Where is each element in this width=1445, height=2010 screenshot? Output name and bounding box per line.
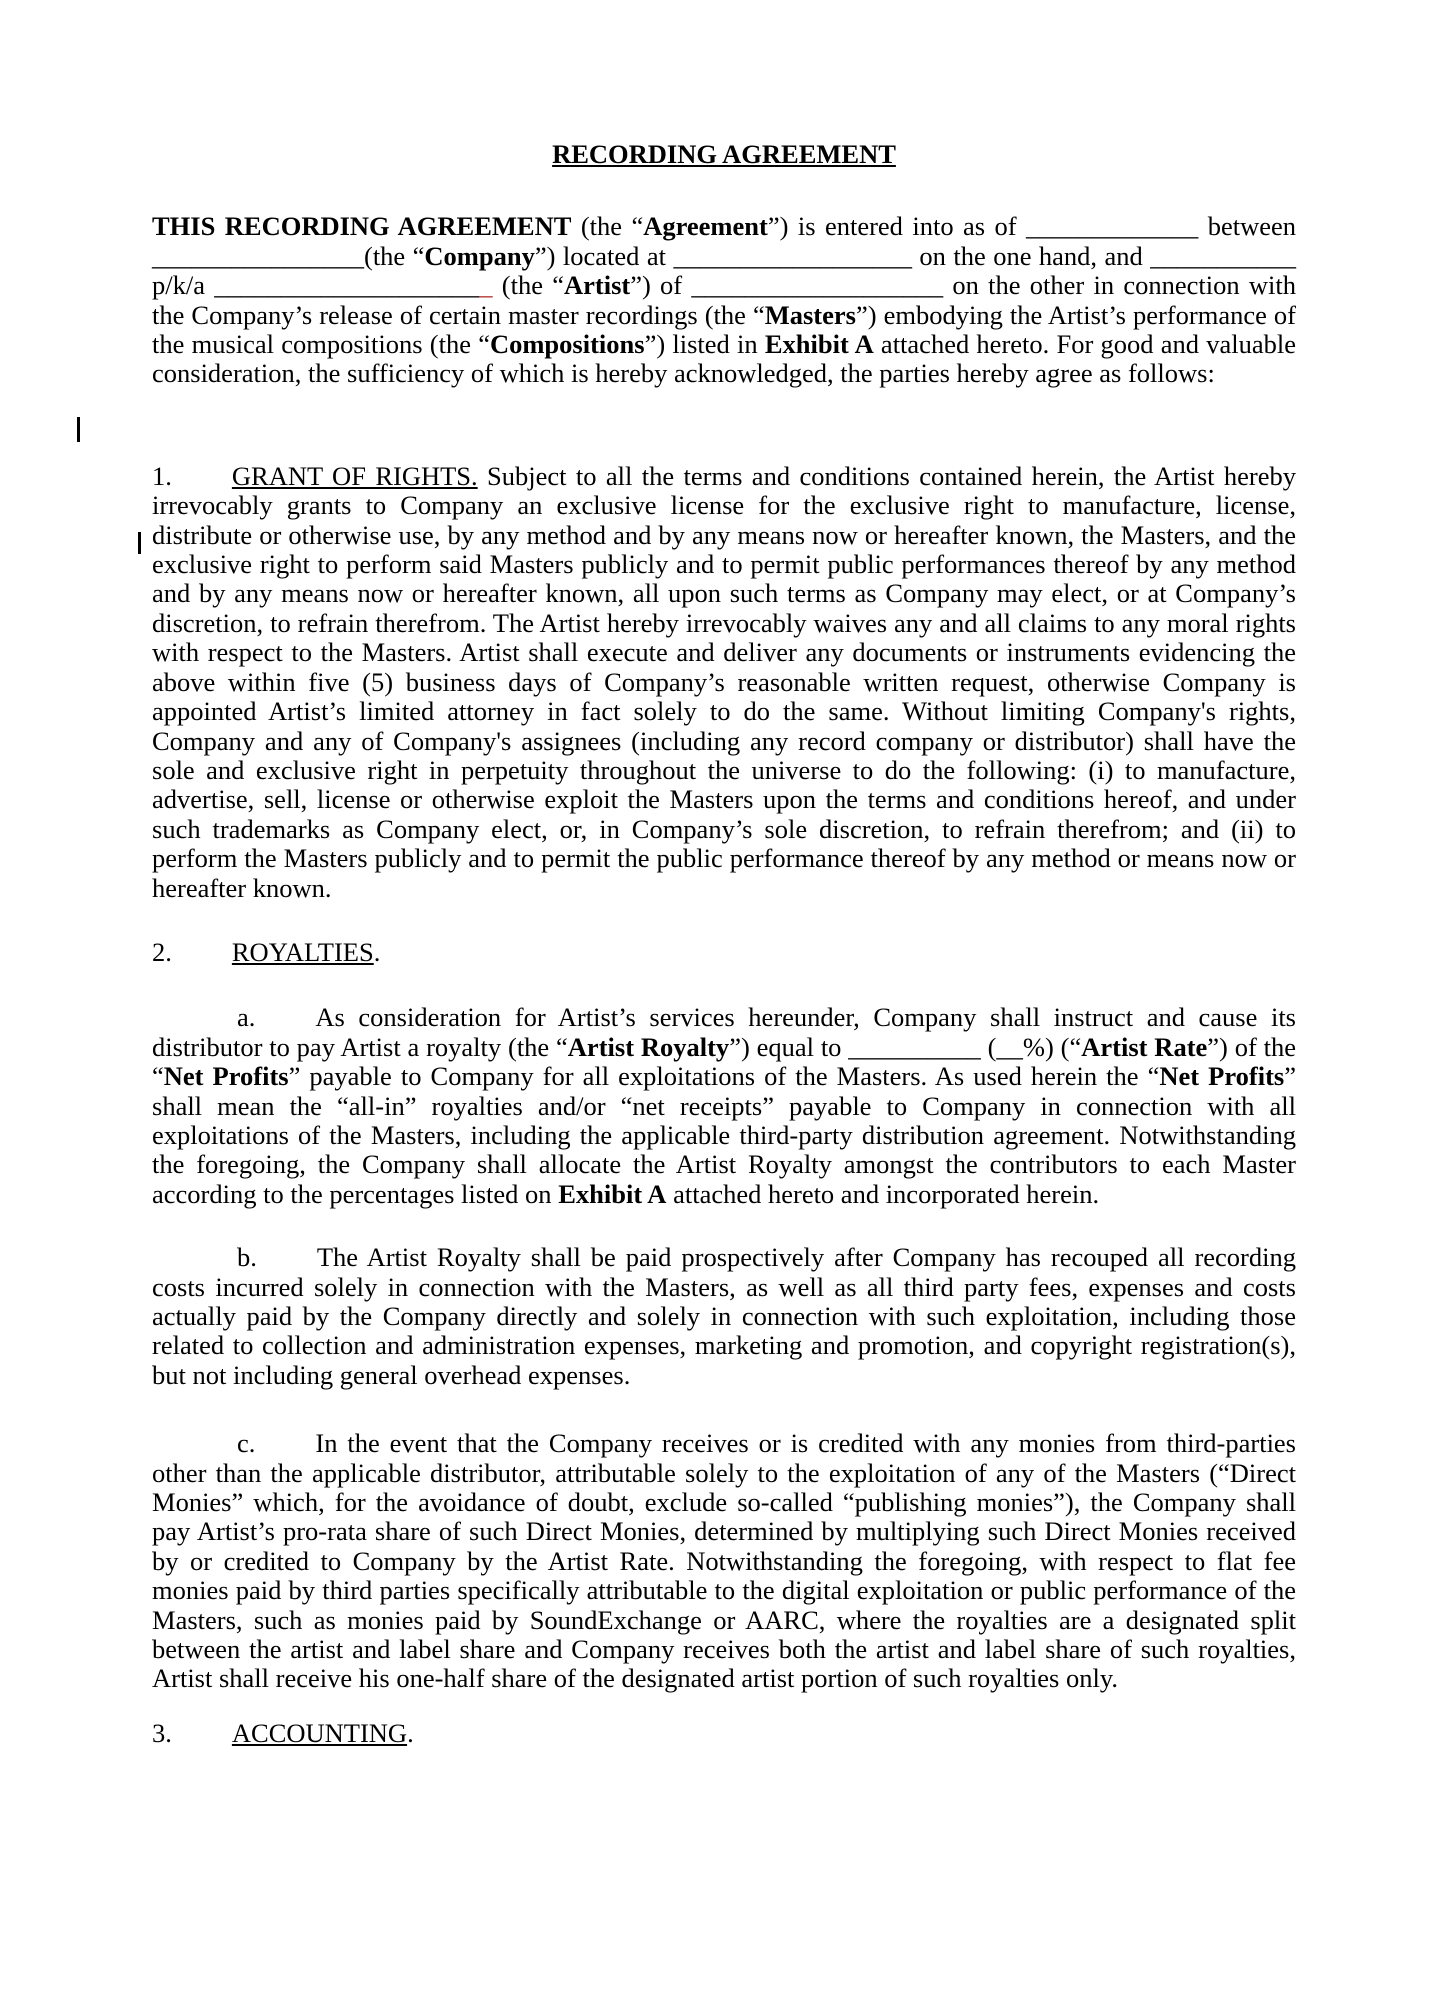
section-2a-paragraph: a. As consideration for Artist’s services hereunder, Company shall instruct and cause its distributor to pay Artist a royalty (the “Artist Royalty”) equal to __________ (__%) (“Artist Rate”) of the “Net Profits” payable to Company for all exploitations of the Masters. As used herein the “Net Profits” shall mean the “all-in” royalties and/or “net receipts” payable to Company in connection with all exploitations of the Masters, including the applicable third-party distribution agreement. Notwithstanding the foregoing, the Company shall allocate the Artist Royalty amongst the contributors to each Master according to the percentages listed on Exhibit A attached hereto and incorporated herein. [152,1002,1296,1209]
revision-change-bar [77,417,80,442]
section-2c-paragraph: c. In the event that the Company receives or is credited with any monies from third-parties other than the applicable distributor, attributable solely to the exploitation of any of the Masters (“Direct Monies” which, for the avoidance of doubt, exclude so-called “publishing monies”), the Company shall pay Artist’s pro-rata share of such Direct Monies, determined by multiplying such Direct Monies received by or credited to Company by the Artist Rate. Notwithstanding the foregoing, with respect to flat fee monies paid by third parties specifically attributable to the digital exploitation or public performance of the Masters, such as monies paid by SoundExchange or AARC, where the royalties are a designated split between the artist and label share and Company receives both the artist and label share of such royalties, Artist shall receive his one-half share of the designated artist portion of such royalties only. [152,1428,1296,1694]
section-2b-paragraph: b. The Artist Royalty shall be paid prospectively after Company has recouped all recording costs incurred solely in connection with the Masters, as well as all third party fees, expenses and costs actually paid by the Company directly and solely in connection with such exploitation, including those related to collection and administration expenses, marketing and promotion, and copyright registration(s), but not including general overhead expenses. [152,1242,1296,1390]
intro-paragraph: THIS RECORDING AGREEMENT (the “Agreement”) is entered into as of _____________ between ________________(the “Company”) located at __________________ on the one hand, and ___________ p/k/a _____________________ (the “Artist”) of ___________________ on the other in connection with the Company’s release of certain master recordings (the “Masters”) embodying the Artist’s performance of the musical compositions (the “Compositions”) listed in Exhibit A attached hereto. For good and valuable consideration, the sufficiency of which is hereby acknowledged, the parties hereby agree as follows: [152,211,1297,389]
document-title: RECORDING AGREEMENT [552,139,896,169]
document-page [0,140,1445,1748]
document-content [0,140,1445,1748]
section-3-accounting-heading: 3. ACCOUNTING. [152,1717,414,1748]
insertion-cursor-mark [138,532,141,554]
section-1-grant-of-rights-paragraph: 1. GRANT OF RIGHTS. Subject to all the terms and conditions contained herein, the Artist hereby irrevocably grants to Company an exclusive license for the exclusive right to manufacture, license, distribute or otherwise use, by any method and by any means now or hereafter known, the Masters, and the exclusive right to perform said Masters publicly and to permit public performances thereof by any method and by any means now or hereafter known, all upon such terms as Company may elect, or at Company’s discretion, to refrain therefrom. The Artist hereby irrevocably waives any and all claims to any moral rights with respect to the Masters. Artist shall execute and deliver any documents or instruments evidencing the above within five (5) business days of Company’s reasonable written request, otherwise Company is appointed Artist’s limited attorney in fact solely to do the same. Without limiting Company's rights, Company and any of Company's assignees (including any record company or distributor) shall have the sole and exclusive right in perpetuity throughout the universe to do the following: (i) to manufacture, advertise, sell, license or otherwise exploit the Masters upon the terms and conditions hereof, and under such trademarks as Company elect, or, in Company’s sole discretion, to refrain therefrom; and (ii) to perform the Masters publicly and to permit the public performance thereof by any method or means now or hereafter known. [152,460,1297,903]
section-2-royalties-heading: 2. ROYALTIES. [152,936,381,967]
